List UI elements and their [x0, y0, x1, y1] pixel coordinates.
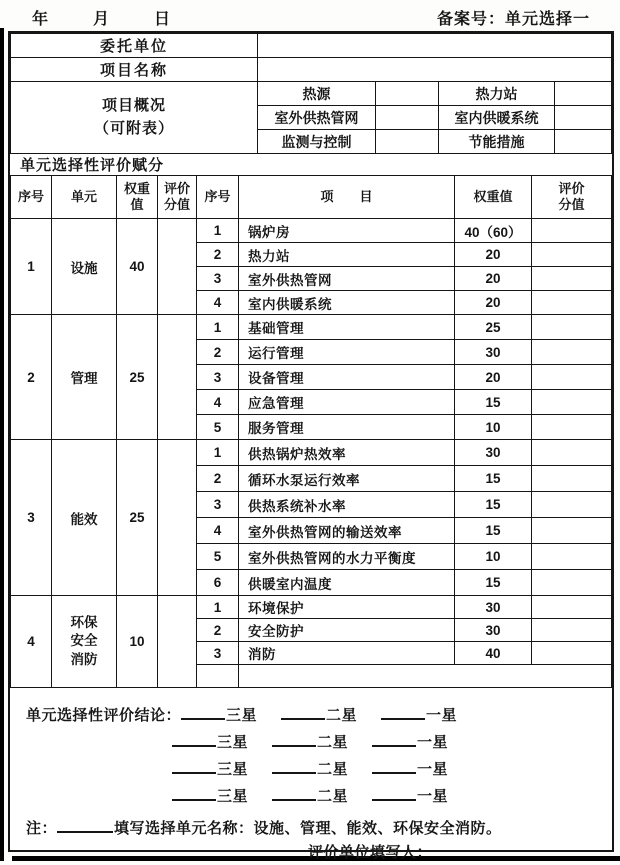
header-item-no: 序号	[197, 176, 239, 219]
unit-no-cell: 4	[11, 596, 52, 688]
star-option	[372, 728, 448, 755]
star-blank-field	[172, 782, 216, 801]
item-score-cell	[532, 390, 612, 415]
scan-edge-left	[0, 28, 4, 861]
item-no-cell: 3	[197, 267, 239, 291]
item-score-cell	[532, 243, 612, 267]
form-outer-frame	[8, 31, 614, 861]
project-name-value	[258, 58, 612, 82]
star-option	[372, 782, 448, 809]
header-unit: 单元	[52, 176, 117, 219]
note-blank-field	[57, 814, 113, 833]
item-no-cell: 2	[197, 466, 239, 492]
project-name-row	[11, 58, 612, 82]
item-no-cell: 1	[197, 596, 239, 619]
empty-merged-cell	[239, 665, 612, 688]
item-name-cell: 室内供暖系统	[239, 291, 455, 315]
item-score-cell	[532, 440, 612, 466]
overview-label-outdoor-network: 室外供热管网	[258, 106, 376, 130]
item-row	[11, 440, 612, 466]
item-weight-cell: 40	[455, 642, 532, 665]
item-name-cell: 消防	[239, 642, 455, 665]
item-no-cell: 5	[197, 544, 239, 570]
conclusion-line	[26, 755, 612, 782]
project-info-table	[10, 33, 612, 154]
item-score-cell	[532, 315, 612, 340]
overview-label-thermal-station: 热力站	[439, 82, 555, 106]
star-blank-field	[372, 755, 416, 774]
item-no-cell: 1	[197, 315, 239, 340]
item-weight-cell: 20	[455, 365, 532, 390]
item-name-cell: 运行管理	[239, 340, 455, 365]
star-option	[172, 755, 248, 782]
item-weight-cell: 30	[455, 619, 532, 642]
item-weight-cell: 30	[455, 340, 532, 365]
star-options-line	[172, 782, 448, 809]
item-no-cell: 5	[197, 415, 239, 440]
item-name-cell: 室外供热管网	[239, 267, 455, 291]
overview-label-heat-source: 热源	[258, 82, 376, 106]
overview-value-indoor-system	[555, 106, 612, 130]
star-label: 一星	[417, 734, 449, 751]
item-score-cell	[532, 415, 612, 440]
item-weight-cell: 15	[455, 492, 532, 518]
filler-line	[26, 841, 612, 865]
star-options-line	[172, 755, 448, 782]
item-no-cell: 4	[197, 291, 239, 315]
note-line	[26, 814, 612, 841]
star-option	[272, 755, 348, 782]
item-no-cell: 3	[197, 365, 239, 390]
empty-no-cell	[197, 665, 239, 688]
filing-number: 备案号：单元选择一	[436, 11, 590, 28]
star-blank-field	[272, 755, 316, 774]
item-no-cell: 4	[197, 390, 239, 415]
item-score-cell	[532, 267, 612, 291]
project-overview-label-line2: （可附表）	[93, 119, 174, 137]
overview-label-monitoring: 监测与控制	[258, 130, 376, 154]
star-options-line	[181, 701, 457, 728]
star-blank-field	[181, 701, 225, 720]
header-unit-no: 序号	[11, 176, 52, 219]
item-name-cell: 应急管理	[239, 390, 455, 415]
item-weight-cell: 10	[455, 415, 532, 440]
scoring-header-row	[11, 176, 612, 219]
item-name-cell: 锅炉房	[239, 219, 455, 243]
star-blank-field	[372, 728, 416, 747]
item-no-cell: 3	[197, 492, 239, 518]
unit-weight-cell: 25	[117, 315, 158, 440]
star-options-extra-lines	[26, 728, 612, 809]
item-name-cell: 供暖室内温度	[239, 570, 455, 596]
unit-name-cell	[52, 315, 117, 440]
unit-score-cell	[158, 440, 197, 596]
item-name-cell: 室外供热管网的水力平衡度	[239, 544, 455, 570]
star-label: 二星	[317, 788, 349, 805]
item-weight-cell: 40（60）	[455, 219, 532, 243]
item-no-cell: 4	[197, 518, 239, 544]
item-score-cell	[532, 570, 612, 596]
unit-name-label: 能效	[70, 511, 98, 527]
item-weight-cell: 15	[455, 390, 532, 415]
item-score-cell	[532, 466, 612, 492]
item-weight-cell: 15	[455, 518, 532, 544]
star-options-line	[172, 728, 448, 755]
date-line	[8, 6, 171, 29]
item-row	[11, 596, 612, 619]
star-option	[381, 701, 457, 728]
star-blank-field	[172, 755, 216, 774]
header-unit-score: 评价分值	[158, 176, 197, 219]
item-score-cell	[532, 291, 612, 315]
unit-name-cell	[52, 596, 117, 688]
item-weight-cell: 25	[455, 315, 532, 340]
overview-value-thermal-station	[555, 82, 612, 106]
item-name-cell: 室外供热管网的输送效率	[239, 518, 455, 544]
section-title: 单元选择性评价赋分	[20, 157, 165, 174]
item-no-cell: 1	[197, 440, 239, 466]
item-no-cell: 3	[197, 642, 239, 665]
star-option	[372, 755, 448, 782]
item-weight-cell: 10	[455, 544, 532, 570]
unit-no-cell: 2	[11, 315, 52, 440]
header-item-weight: 权重值	[455, 176, 532, 219]
item-no-cell: 2	[197, 243, 239, 267]
item-no-cell: 6	[197, 570, 239, 596]
star-option	[272, 782, 348, 809]
item-score-cell	[532, 518, 612, 544]
star-label: 二星	[317, 734, 349, 751]
star-blank-field	[172, 728, 216, 747]
item-score-cell	[532, 219, 612, 243]
unit-no-cell: 3	[11, 440, 52, 596]
item-row	[11, 219, 612, 243]
item-name-cell: 环境保护	[239, 596, 455, 619]
item-weight-cell: 15	[455, 570, 532, 596]
star-label: 三星	[217, 734, 249, 751]
item-row	[11, 315, 612, 340]
project-overview-label	[11, 82, 258, 154]
star-label: 三星	[226, 707, 258, 724]
star-option	[181, 701, 257, 728]
item-score-cell	[532, 365, 612, 390]
date-day-label: 日	[154, 11, 172, 28]
unit-weight-cell: 40	[117, 219, 158, 315]
item-score-cell	[532, 619, 612, 642]
overview-value-monitoring	[376, 130, 439, 154]
entrust-unit-label: 委托单位	[11, 34, 258, 58]
star-label: 一星	[417, 788, 449, 805]
item-no-cell: 1	[197, 219, 239, 243]
project-name-label: 项目名称	[11, 58, 258, 82]
item-name-cell: 循环水泵运行效率	[239, 466, 455, 492]
header-unit-weight: 权重值	[117, 176, 158, 219]
star-label: 二星	[326, 707, 358, 724]
conclusion-label: 单元选择性评价结论：	[26, 707, 182, 724]
item-name-cell: 供热锅炉热效率	[239, 440, 455, 466]
star-label: 二星	[317, 761, 349, 778]
unit-weight-cell: 10	[117, 596, 158, 688]
star-blank-field	[381, 701, 425, 720]
star-option	[172, 728, 248, 755]
star-label: 一星	[417, 761, 449, 778]
entrust-unit-row	[11, 34, 612, 58]
overview-value-energy-saving	[555, 130, 612, 154]
star-option	[272, 728, 348, 755]
item-name-cell: 热力站	[239, 243, 455, 267]
star-blank-field	[272, 728, 316, 747]
star-option	[281, 701, 357, 728]
star-blank-field	[372, 782, 416, 801]
star-option	[172, 782, 248, 809]
item-name-cell: 基础管理	[239, 315, 455, 340]
star-blank-field	[281, 701, 325, 720]
header-item-score: 评价分值	[532, 176, 612, 219]
note-text: 填写选择单元名称：设施、管理、能效、环保安全消防。	[114, 820, 502, 837]
overview-value-outdoor-network	[376, 106, 439, 130]
star-blank-field	[272, 782, 316, 801]
item-name-cell: 设备管理	[239, 365, 455, 390]
item-no-cell: 2	[197, 340, 239, 365]
date-month-label: 月	[93, 11, 111, 28]
star-label: 三星	[217, 788, 249, 805]
unit-name-cell	[52, 219, 117, 315]
item-weight-cell: 15	[455, 466, 532, 492]
scoring-table	[10, 175, 612, 688]
top-header-line	[8, 6, 614, 29]
note-prefix: 注：	[26, 820, 58, 837]
conclusion-line	[26, 728, 612, 755]
star-label: 一星	[426, 707, 458, 724]
unit-name-label: 管理	[70, 371, 98, 386]
item-weight-cell: 20	[455, 267, 532, 291]
item-score-cell	[532, 596, 612, 619]
unit-name-label: 环保安全消防	[70, 615, 98, 667]
unit-name-cell	[52, 440, 117, 596]
conclusion-line-1	[26, 701, 612, 728]
item-weight-cell: 20	[455, 291, 532, 315]
overview-label-energy-saving: 节能措施	[439, 130, 555, 154]
overview-value-heat-source	[376, 82, 439, 106]
unit-no-cell: 1	[11, 219, 52, 315]
unit-weight-cell: 25	[117, 440, 158, 596]
star-label: 三星	[217, 761, 249, 778]
unit-name-label: 设施	[70, 260, 98, 276]
item-weight-cell: 30	[455, 440, 532, 466]
project-overview-label-line1: 项目概况	[101, 97, 166, 114]
conclusion-line	[26, 782, 612, 809]
item-name-cell: 供热系统补水率	[239, 492, 455, 518]
unit-score-cell	[158, 219, 197, 315]
item-score-cell	[532, 544, 612, 570]
item-score-cell	[532, 642, 612, 665]
item-weight-cell: 30	[455, 596, 532, 619]
filler-label: 评价单位填写人：	[308, 844, 433, 861]
item-weight-cell: 20	[455, 243, 532, 267]
header-item: 项 目	[239, 176, 455, 219]
item-no-cell: 2	[197, 619, 239, 642]
item-score-cell	[532, 492, 612, 518]
item-name-cell: 服务管理	[239, 415, 455, 440]
date-year-label: 年	[32, 11, 50, 28]
conclusion-section	[10, 688, 612, 865]
entrust-unit-value	[258, 34, 612, 58]
overview-label-indoor-system: 室内供暖系统	[439, 106, 555, 130]
unit-score-cell	[158, 315, 197, 440]
item-score-cell	[532, 340, 612, 365]
unit-score-cell	[158, 596, 197, 688]
item-name-cell: 安全防护	[239, 619, 455, 642]
overview-row-1	[11, 82, 612, 106]
